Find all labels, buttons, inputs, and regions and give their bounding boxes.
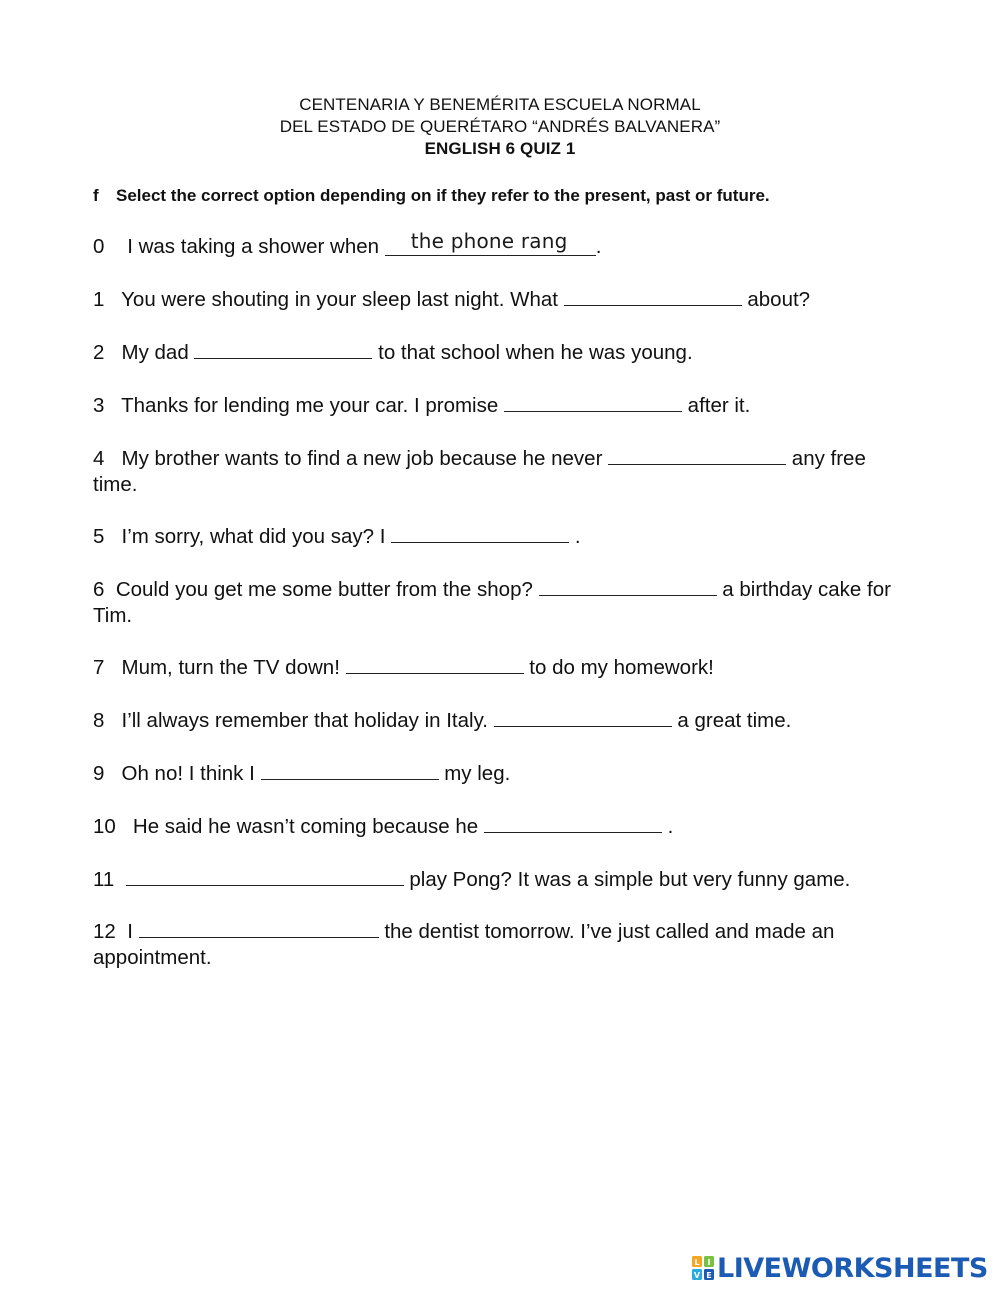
question-2 [93, 340, 913, 366]
question-text-after: to do my homework! [523, 656, 714, 679]
school-name-line2: DEL ESTADO DE QUERÉTARO “ANDRÉS BALVANERA” [279, 117, 721, 136]
question-5 [93, 524, 913, 550]
question-text-after: play Pong? It was a simple but very funny game. [403, 868, 851, 891]
answer-blank[interactable] [126, 867, 404, 886]
question-text-before: Could you get me some butter from the shop? [115, 578, 539, 601]
question-12 [93, 919, 913, 971]
question-text-before: My dad [121, 341, 195, 364]
question-number: 2 [93, 341, 105, 364]
question-3 [93, 393, 913, 419]
question-text-before: Thanks for lending me your car. I promise [121, 394, 504, 417]
question-text-before: I’m sorry, what did you say? I [121, 525, 392, 548]
question-text-before: I’ll always remember that holiday in Italy. [121, 709, 494, 732]
svg-text:V: V [693, 1271, 701, 1280]
question-text-after: . [661, 815, 674, 838]
question-number: 11 [93, 868, 115, 891]
answer-blank[interactable] [539, 577, 717, 596]
question-number: 4 [93, 447, 105, 470]
svg-text:I: I [707, 1258, 711, 1267]
question-number: 12 [93, 920, 116, 943]
answer-blank[interactable] [494, 708, 672, 727]
question-number: 10 [93, 815, 116, 838]
instruction-text: Select the correct option depending on if they refer to the present, past or future. [116, 186, 770, 205]
quiz-title: ENGLISH 6 QUIZ 1 [424, 139, 576, 158]
question-text-after: a great time. [671, 709, 792, 732]
question-number: 3 [93, 394, 105, 417]
document-header [0, 94, 1000, 160]
answer-blank[interactable] [139, 919, 379, 938]
question-text-after: the dentist tomorrow. I’ve just called and made an appointment. [93, 920, 841, 969]
answer-blank[interactable] [608, 446, 786, 465]
question-text-after: to that school when he was young. [372, 341, 693, 364]
answer-blank[interactable] [504, 393, 682, 412]
question-text-after: after it. [681, 394, 751, 417]
question-1 [93, 287, 913, 313]
question-text-after: my leg. [438, 762, 511, 785]
question-number: 6 [93, 578, 105, 601]
question-8 [93, 708, 913, 734]
question-number: 1 [93, 288, 105, 311]
question-0 [93, 229, 913, 260]
svg-text:E: E [706, 1271, 712, 1280]
question-10 [93, 814, 913, 840]
answer-blank[interactable] [564, 287, 742, 306]
answer-blank[interactable] [346, 655, 524, 674]
question-11 [93, 867, 913, 893]
question-6 [93, 577, 913, 629]
school-name-line1: CENTENARIA Y BENEMÉRITA ESCUELA NORMAL [299, 95, 701, 114]
question-text-after: . [595, 235, 602, 258]
question-text-before: Oh no! I think I [121, 762, 261, 785]
question-text-before: I [127, 920, 139, 943]
question-text-before: My brother wants to find a new job because he never [121, 447, 609, 470]
question-4 [93, 446, 913, 498]
question-number: 0 [93, 235, 105, 258]
handwritten-answer: the phone rang [410, 229, 568, 253]
liveworksheets-logo-icon [692, 1256, 714, 1280]
answer-blank[interactable] [194, 340, 372, 359]
question-text-after: any free time. [93, 447, 872, 496]
question-text-after: . [569, 525, 581, 548]
question-number: 9 [93, 762, 105, 785]
answer-field[interactable] [385, 229, 596, 256]
question-text-before: Mum, turn the TV down! [121, 656, 346, 679]
instruction-letter: f [93, 186, 99, 205]
question-text-after: about? [741, 288, 811, 311]
svg-text:L: L [694, 1258, 700, 1267]
question-text-before: I was taking a shower when [127, 235, 385, 258]
question-number: 5 [93, 525, 105, 548]
question-text-before: He said he wasn’t coming because he [132, 815, 484, 838]
answer-blank[interactable] [261, 761, 439, 780]
answer-blank[interactable] [391, 524, 569, 543]
answer-blank[interactable] [484, 814, 662, 833]
instruction [93, 185, 770, 207]
question-text-before: You were shouting in your sleep last night. What [121, 288, 564, 311]
question-number: 7 [93, 656, 105, 679]
liveworksheets-logo [692, 1253, 988, 1283]
question-7 [93, 655, 913, 681]
question-text-after: a birthday cake for Tim. [93, 578, 897, 627]
logo-text: LIVEWORKSHEETS [717, 1252, 988, 1284]
question-number: 8 [93, 709, 105, 732]
question-9 [93, 761, 913, 787]
